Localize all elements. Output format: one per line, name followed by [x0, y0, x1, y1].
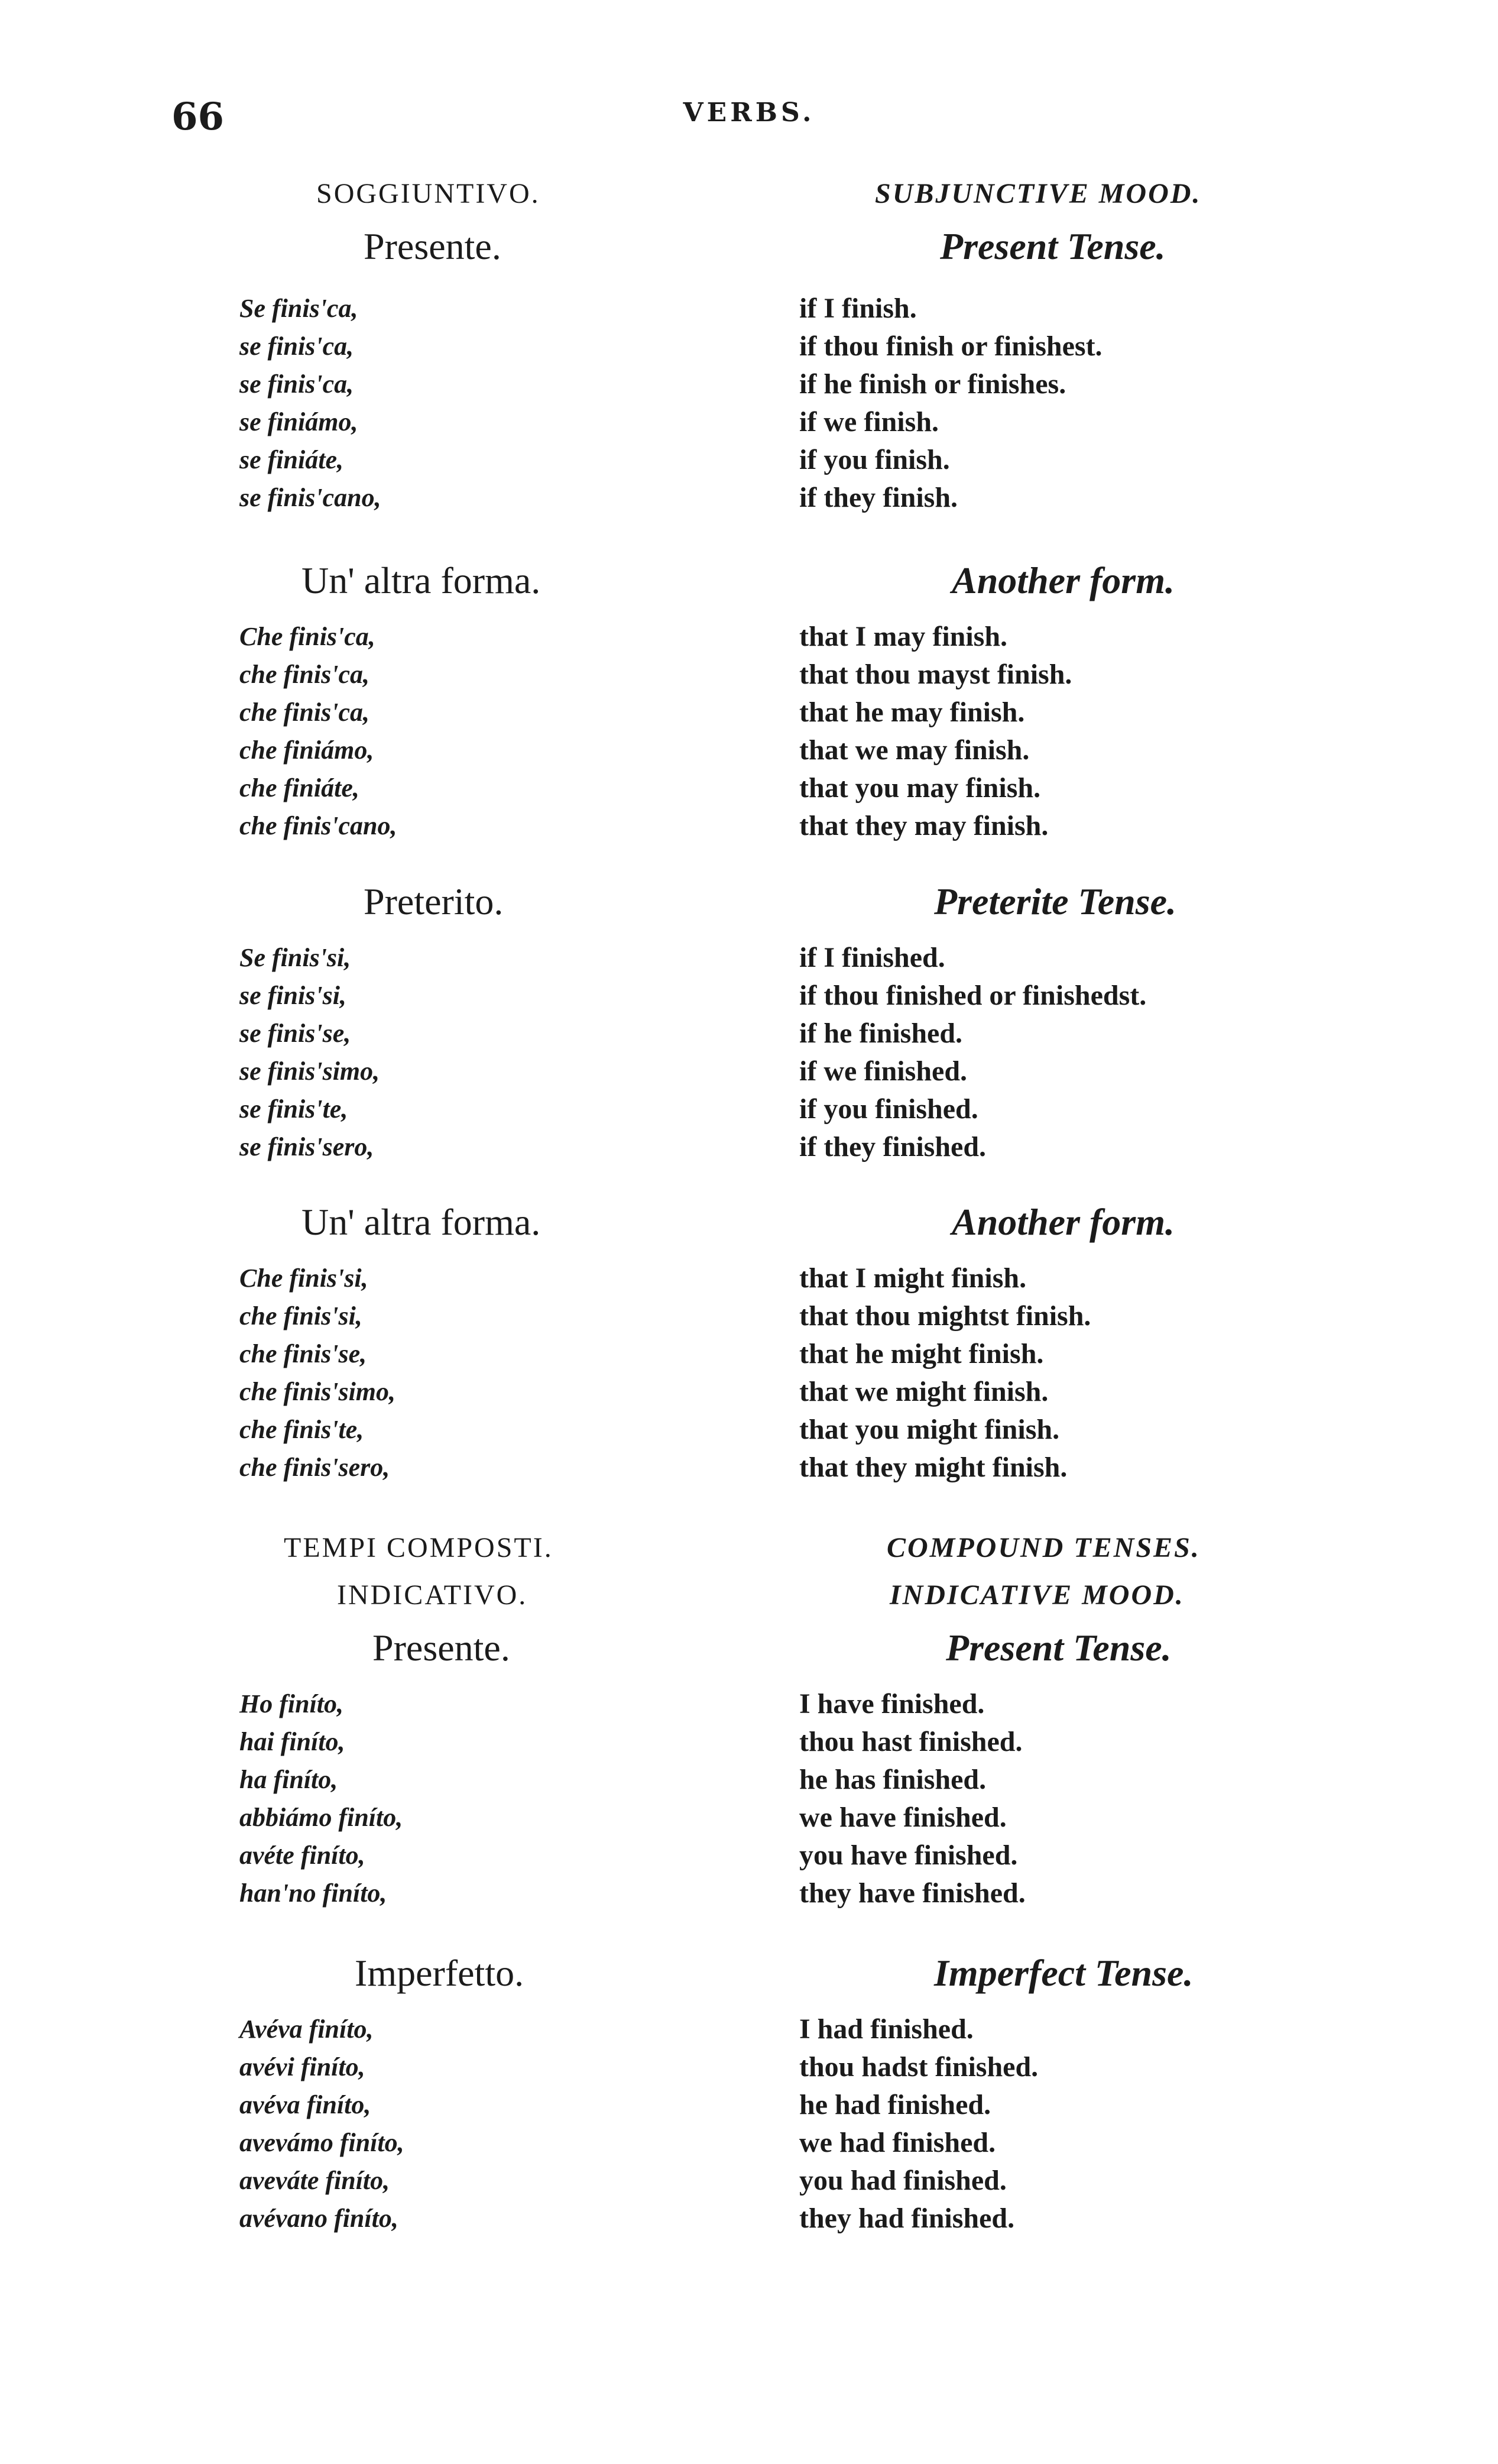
italian-form: avévano finíto, — [239, 2204, 398, 2233]
english-translation: he has finished. — [799, 1764, 987, 1795]
english-translation: that he may finish. — [799, 697, 1025, 728]
section-imperfect — [0, 1951, 1498, 2234]
heading-it: Presente. — [372, 1627, 510, 1669]
italian-form: che finis'te, — [239, 1415, 364, 1444]
italian-form: che finis'ca, — [239, 660, 369, 689]
heading-en: INDICATIVE MOOD. — [890, 1579, 1185, 1611]
heading-en: Another form. — [952, 1201, 1175, 1243]
italian-form: Se finis'si, — [239, 943, 351, 972]
italian-form: Se finis'ca, — [239, 294, 358, 323]
english-translation: that you may finish. — [799, 772, 1041, 804]
italian-form: che finis'simo, — [239, 1377, 396, 1406]
english-translations — [799, 290, 1103, 517]
italian-form: se finiámo, — [239, 407, 358, 436]
english-translation: we had finished. — [799, 2127, 996, 2158]
italian-form: avevámo finíto, — [239, 2128, 404, 2157]
italian-form: han'no finíto, — [239, 1879, 387, 1908]
italian-form: hai finíto, — [239, 1727, 345, 1756]
section-subjunctive-present — [0, 177, 1498, 513]
english-translation: you have finished. — [799, 1840, 1018, 1871]
heading-it: INDICATIVO. — [337, 1579, 528, 1611]
italian-form: se finis'sero, — [239, 1132, 374, 1161]
heading-en: Preterite Tense. — [934, 880, 1176, 922]
italian-form: se finiáte, — [239, 445, 343, 474]
english-translation: that we might finish. — [799, 1376, 1049, 1407]
italian-form: avéva finíto, — [239, 2090, 371, 2119]
section-another-form-might — [0, 1200, 1498, 1483]
english-translation: I have finished. — [799, 1688, 985, 1720]
italian-form: se finis'se, — [239, 1019, 351, 1048]
italian-form: che finis'ca, — [239, 698, 369, 727]
english-translation: if they finished. — [799, 1131, 987, 1163]
english-translation: if you finished. — [799, 1093, 978, 1125]
italian-form: Che finis'ca, — [239, 622, 375, 651]
english-translation: if he finish or finishes. — [799, 368, 1066, 400]
english-translation: they have finished. — [799, 1877, 1026, 1909]
english-translation: that he might finish. — [799, 1338, 1044, 1369]
italian-forms — [239, 1259, 395, 1487]
heading-en: Present Tense. — [946, 1627, 1172, 1669]
english-translation: that we may finish. — [799, 734, 1030, 766]
english-translation: that you might finish. — [799, 1414, 1060, 1445]
italian-forms — [239, 1685, 403, 1912]
english-translations — [799, 2010, 1038, 2238]
english-translation: if I finish. — [799, 293, 917, 324]
english-translation: that they might finish. — [799, 1452, 1068, 1483]
english-translation: that I might finish. — [799, 1262, 1027, 1294]
italian-form: che finis'se, — [239, 1339, 367, 1368]
english-translation: if we finished. — [799, 1055, 968, 1087]
english-translation: if thou finished or finishedst. — [799, 980, 1147, 1011]
italian-form: se finis'te, — [239, 1095, 348, 1123]
heading-en: SUBJUNCTIVE MOOD. — [875, 178, 1202, 209]
heading-it: Presente. — [364, 225, 501, 267]
english-translation: that they may finish. — [799, 810, 1049, 841]
italian-forms — [239, 939, 380, 1166]
italian-form: che finis'si, — [239, 1301, 362, 1330]
italian-form: che finis'sero, — [239, 1453, 390, 1482]
heading-it: Un' altra forma. — [301, 559, 541, 601]
italian-form: se finis'ca, — [239, 370, 354, 399]
english-translation: that thou mightst finish. — [799, 1300, 1091, 1332]
italian-form: abbiámo finíto, — [239, 1803, 403, 1832]
italian-form: se finis'si, — [239, 981, 346, 1010]
heading-it: Un' altra forma. — [301, 1201, 541, 1243]
italian-forms — [239, 290, 381, 517]
italian-form: che finiámo, — [239, 736, 374, 765]
page-number: 66 — [171, 95, 225, 139]
italian-form: aveváte finíto, — [239, 2166, 390, 2195]
heading-en: Imperfect Tense. — [934, 1952, 1194, 1994]
italian-form: Avéva finíto, — [239, 2015, 374, 2044]
italian-form: Che finis'si, — [239, 1264, 368, 1293]
english-translation: you had finished. — [799, 2165, 1007, 2196]
italian-form: se finis'cano, — [239, 483, 381, 512]
english-translations — [799, 1685, 1026, 1912]
english-translation: that thou mayst finish. — [799, 659, 1072, 690]
italian-form: se finis'ca, — [239, 332, 354, 361]
heading-it: Imperfetto. — [355, 1952, 524, 1994]
english-translation: thou hast finished. — [799, 1726, 1023, 1757]
heading-it: TEMPI COMPOSTI. — [284, 1532, 553, 1563]
italian-form: ha finíto, — [239, 1765, 338, 1794]
english-translation: if you finish. — [799, 444, 950, 475]
english-translation: I had finished. — [799, 2013, 974, 2045]
italian-forms — [239, 2010, 404, 2238]
heading-en: COMPOUND TENSES. — [887, 1532, 1201, 1563]
italian-form: avévi finíto, — [239, 2052, 365, 2081]
italian-form: se finis'simo, — [239, 1057, 380, 1086]
english-translations — [799, 618, 1072, 845]
english-translation: they had finished. — [799, 2203, 1015, 2234]
italian-form: che finis'cano, — [239, 811, 397, 840]
section-compound-indicative-present — [0, 1531, 1498, 1909]
italian-forms — [239, 618, 397, 845]
english-translation: that I may finish. — [799, 621, 1008, 652]
english-translation: if he finished. — [799, 1018, 963, 1049]
english-translation: if they finish. — [799, 482, 958, 513]
italian-form: Ho finíto, — [239, 1689, 344, 1718]
heading-it: Preterito. — [364, 880, 504, 922]
english-translations — [799, 1259, 1091, 1487]
english-translation: we have finished. — [799, 1802, 1007, 1833]
english-translation: if we finish. — [799, 406, 939, 438]
running-head: VERBS. — [683, 98, 815, 128]
english-translation: if thou finish or finishest. — [799, 331, 1103, 362]
english-translation: thou hadst finished. — [799, 2051, 1039, 2083]
italian-form: che finiáte, — [239, 773, 359, 802]
english-translation: he had finished. — [799, 2089, 991, 2120]
english-translation: if I finished. — [799, 942, 945, 973]
heading-it: SOGGIUNTIVO. — [316, 178, 540, 209]
english-translations — [799, 939, 1146, 1166]
italian-form: avéte finíto, — [239, 1841, 365, 1870]
heading-en: Another form. — [952, 559, 1175, 601]
heading-en: Present Tense. — [940, 225, 1166, 267]
